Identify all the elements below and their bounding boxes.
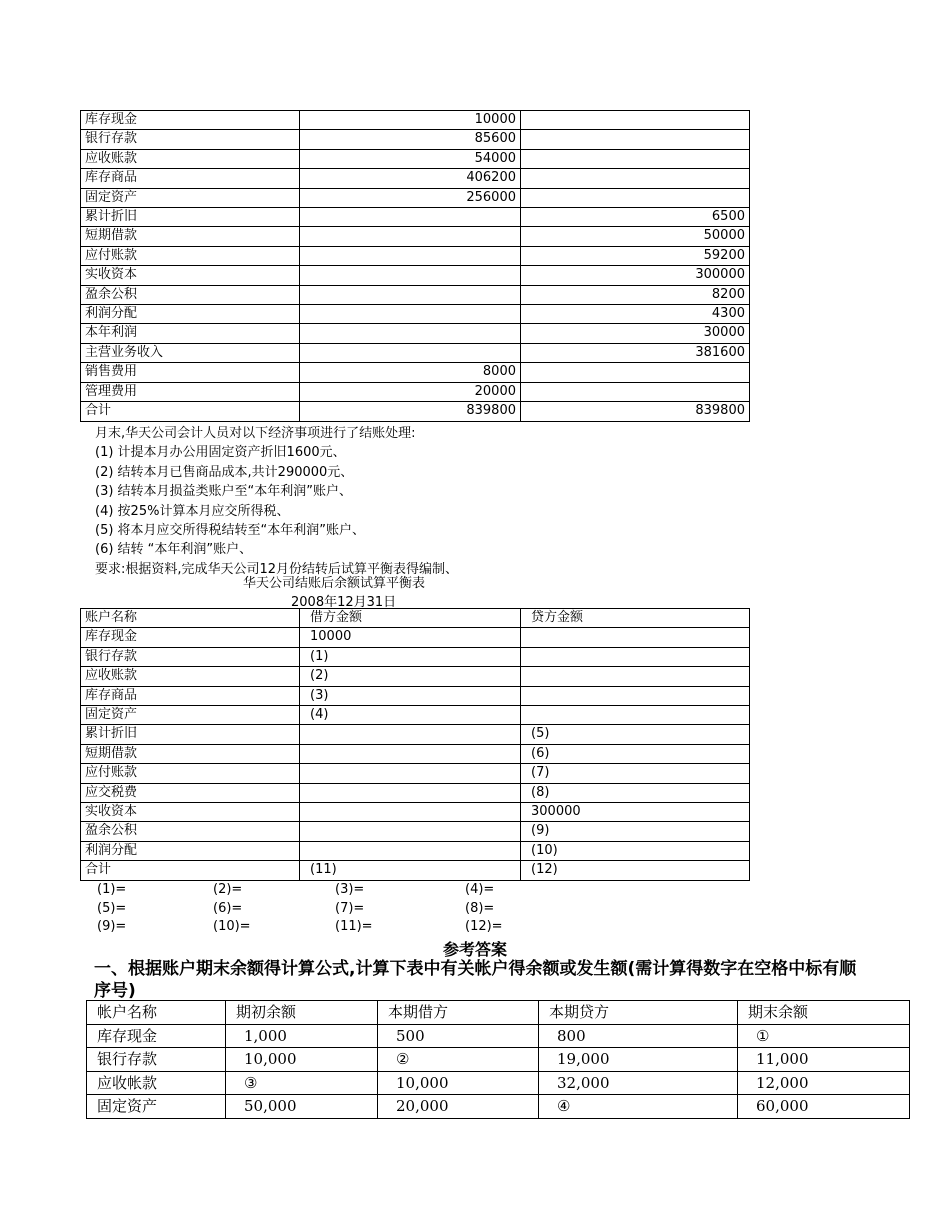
account-name-cell: 累计折旧: [81, 208, 300, 227]
credit-cell: [521, 686, 750, 705]
debit-cell: [300, 822, 521, 841]
answer-blank: (2)=: [213, 882, 243, 897]
account-name-cell: 管理费用: [81, 382, 300, 401]
answer-blank: (9)=: [97, 919, 127, 935]
account-name-cell: 应付账款: [81, 246, 300, 265]
column-header: 本期借方: [378, 1001, 539, 1025]
debit-cell: 839800: [300, 402, 521, 421]
table-row: [87, 1024, 910, 1048]
amount-cell: 11,000: [738, 1048, 910, 1072]
table-row: [81, 861, 750, 880]
credit-cell: [521, 667, 750, 686]
answer-blank: (3)=: [335, 882, 365, 897]
debit-cell: [300, 783, 521, 802]
credit-cell: (10): [521, 841, 750, 860]
credit-cell: 50000: [521, 227, 750, 246]
table-row: [81, 188, 750, 207]
debit-cell: 10000: [300, 111, 521, 130]
table2-title: 华天公司结账后余额试算平衡表: [243, 576, 426, 591]
account-balance-table: [86, 1000, 910, 1119]
table-row: [81, 744, 750, 763]
answer-blank: (7)=: [335, 900, 365, 916]
debit-cell: 85600: [300, 130, 521, 149]
table-row: [81, 149, 750, 168]
reference-answer-title: 参考答案: [442, 940, 507, 959]
table-row: [81, 169, 750, 188]
debit-cell: 20000: [300, 382, 521, 401]
credit-cell: (8): [521, 783, 750, 802]
question-1: 一、根据账户期末余额得计算公式,计算下表中有关帐户得余额或发生额(需计算得数字在空格中标有顺序号): [94, 959, 857, 1001]
account-name-cell: 应收账款: [81, 667, 300, 686]
amount-cell: 20,000: [378, 1095, 539, 1119]
debit-cell: [300, 324, 521, 343]
amount-cell: 60,000: [738, 1095, 910, 1119]
instruction-line: (2) 结转本月已售商品成本,共计290000元、: [95, 464, 354, 480]
answer-blank: (5)=: [97, 900, 127, 916]
credit-cell: [521, 169, 750, 188]
credit-cell: 839800: [521, 402, 750, 421]
table-row: [81, 130, 750, 149]
amount-cell: 50,000: [226, 1095, 378, 1119]
account-name-cell: 短期借款: [81, 744, 300, 763]
credit-cell: (9): [521, 822, 750, 841]
debit-cell: 54000: [300, 149, 521, 168]
debit-cell: [300, 744, 521, 763]
amount-cell: ④: [539, 1095, 738, 1119]
debit-cell: [300, 803, 521, 822]
post-closing-body: [81, 609, 750, 881]
table-row: [81, 363, 750, 382]
table-row: [81, 647, 750, 666]
table-row: [81, 764, 750, 783]
account-name-cell: 库存现金: [81, 628, 300, 647]
credit-cell: [521, 382, 750, 401]
instruction-line: (5) 将本月应交所得税结转至“本年利润”账户、: [95, 523, 366, 539]
amount-cell: 19,000: [539, 1048, 738, 1072]
amount-cell: ③: [226, 1071, 378, 1095]
instruction-line: (4) 按25%计算本月应交所得税、: [95, 503, 290, 519]
account-name-cell: 主营业务收入: [81, 343, 300, 362]
instruction-line: 要求:根据资料,完成华天公司12月份结转后试算平衡表得编制、: [95, 561, 459, 577]
answer-blank: (6)=: [213, 900, 243, 916]
account-name-cell: 库存现金: [81, 111, 300, 130]
credit-cell: (6): [521, 744, 750, 763]
table2-date: 2008年12月31日: [291, 595, 397, 610]
table-row: [87, 1071, 910, 1095]
amount-cell: 1,000: [226, 1024, 378, 1048]
table-row: [81, 686, 750, 705]
table-row: [81, 343, 750, 362]
account-name-cell: 实收资本: [81, 266, 300, 285]
debit-cell: 10000: [300, 628, 521, 647]
instruction-line: (1) 计提本月办公用固定资产折旧1600元、: [95, 445, 346, 461]
credit-cell: 30000: [521, 324, 750, 343]
table-row: [81, 628, 750, 647]
table-row: [81, 841, 750, 860]
instruction-line: 月末,华天公司会计人员对以下经济事项进行了结账处理:: [95, 426, 416, 441]
account-name-cell: 应收账款: [81, 149, 300, 168]
column-header: 期末余额: [738, 1001, 910, 1025]
debit-cell: (2): [300, 667, 521, 686]
debit-cell: 256000: [300, 188, 521, 207]
debit-cell: [300, 246, 521, 265]
table-row: [81, 783, 750, 802]
debit-cell: [300, 285, 521, 304]
table-row: [87, 1048, 910, 1072]
account-name-cell: 盈余公积: [81, 285, 300, 304]
account-name-cell: 银行存款: [87, 1048, 226, 1072]
instruction-line: (6) 结转 “本年利润”账户、: [95, 542, 253, 558]
answer-blank: (11)=: [335, 919, 373, 935]
amount-cell: 10,000: [378, 1071, 539, 1095]
account-name-cell: 合计: [81, 402, 300, 421]
debit-cell: [300, 725, 521, 744]
amount-cell: 500: [378, 1024, 539, 1048]
instruction-line: (3) 结转本月损益类账户至“本年利润”账户、: [95, 484, 353, 500]
table-header-row: [87, 1001, 910, 1025]
account-name-cell: 短期借款: [81, 227, 300, 246]
column-header: 帐户名称: [87, 1001, 226, 1025]
debit-cell: (1): [300, 647, 521, 666]
table-row: [81, 382, 750, 401]
account-name-cell: 销售费用: [81, 363, 300, 382]
column-header: 本期贷方: [539, 1001, 738, 1025]
table-row: [81, 803, 750, 822]
credit-cell: 4300: [521, 305, 750, 324]
debit-cell: [300, 208, 521, 227]
table-row: [81, 208, 750, 227]
account-name-cell: 本年利润: [81, 324, 300, 343]
account-balance-body: [87, 1001, 910, 1119]
column-header: 账户名称: [81, 609, 300, 628]
credit-cell: (5): [521, 725, 750, 744]
account-name-cell: 应付账款: [81, 764, 300, 783]
table-header-row: [81, 609, 750, 628]
credit-cell: 381600: [521, 343, 750, 362]
debit-cell: [300, 764, 521, 783]
account-name-cell: 应收帐款: [87, 1071, 226, 1095]
account-name-cell: 利润分配: [81, 305, 300, 324]
debit-cell: (4): [300, 706, 521, 725]
account-name-cell: 库存商品: [81, 686, 300, 705]
amount-cell: 800: [539, 1024, 738, 1048]
account-name-cell: 利润分配: [81, 841, 300, 860]
answer-blank: (10)=: [213, 919, 251, 935]
answer-blank: (8)=: [465, 900, 495, 916]
credit-cell: (7): [521, 764, 750, 783]
account-name-cell: 固定资产: [81, 188, 300, 207]
instructions: [95, 424, 458, 579]
table-row: [81, 227, 750, 246]
account-name-cell: 库存商品: [81, 169, 300, 188]
credit-cell: (12): [521, 861, 750, 880]
answer-blank: (12)=: [465, 919, 503, 935]
debit-cell: 406200: [300, 169, 521, 188]
answer-blank: (1)=: [97, 882, 127, 897]
credit-cell: 6500: [521, 208, 750, 227]
credit-cell: 8200: [521, 285, 750, 304]
credit-cell: 300000: [521, 266, 750, 285]
credit-cell: [521, 130, 750, 149]
answer-blank-row: [97, 900, 597, 919]
answer-blank-row: [97, 918, 597, 937]
table-row: [81, 725, 750, 744]
debit-cell: [300, 343, 521, 362]
credit-cell: [521, 647, 750, 666]
debit-cell: [300, 266, 521, 285]
account-name-cell: 实收资本: [81, 803, 300, 822]
debit-cell: 8000: [300, 363, 521, 382]
account-name-cell: 库存现金: [87, 1024, 226, 1048]
column-header: 贷方金额: [521, 609, 750, 628]
post-closing-trial-balance-table: [80, 608, 750, 881]
amount-cell: ①: [738, 1024, 910, 1048]
table-row: [81, 402, 750, 421]
answer-blanks: [97, 881, 597, 937]
account-name-cell: 合计: [81, 861, 300, 880]
amount-cell: 10,000: [226, 1048, 378, 1072]
credit-cell: [521, 706, 750, 725]
debit-cell: (11): [300, 861, 521, 880]
credit-cell: 300000: [521, 803, 750, 822]
answer-blank: (4)=: [465, 882, 495, 897]
trial-balance-body: [81, 111, 750, 422]
table-row: [81, 285, 750, 304]
debit-cell: (3): [300, 686, 521, 705]
credit-cell: [521, 111, 750, 130]
credit-cell: 59200: [521, 246, 750, 265]
debit-cell: [300, 305, 521, 324]
table-row: [81, 266, 750, 285]
account-name-cell: 应交税费: [81, 783, 300, 802]
table-row: [87, 1095, 910, 1119]
credit-cell: [521, 149, 750, 168]
amount-cell: 32,000: [539, 1071, 738, 1095]
account-name-cell: 盈余公积: [81, 822, 300, 841]
credit-cell: [521, 628, 750, 647]
account-name-cell: 银行存款: [81, 647, 300, 666]
trial-balance-table: [80, 110, 750, 422]
credit-cell: [521, 188, 750, 207]
table-row: [81, 246, 750, 265]
table-row: [81, 667, 750, 686]
credit-cell: [521, 363, 750, 382]
account-name-cell: 银行存款: [81, 130, 300, 149]
account-name-cell: 固定资产: [81, 706, 300, 725]
amount-cell: ②: [378, 1048, 539, 1072]
answer-blank-row: [97, 881, 597, 900]
debit-cell: [300, 841, 521, 860]
table-row: [81, 706, 750, 725]
account-name-cell: 累计折旧: [81, 725, 300, 744]
account-name-cell: 固定资产: [87, 1095, 226, 1119]
table-row: [81, 822, 750, 841]
debit-cell: [300, 227, 521, 246]
column-header: 期初余额: [226, 1001, 378, 1025]
table-row: [81, 305, 750, 324]
column-header: 借方金额: [300, 609, 521, 628]
amount-cell: 12,000: [738, 1071, 910, 1095]
table-row: [81, 111, 750, 130]
table-row: [81, 324, 750, 343]
